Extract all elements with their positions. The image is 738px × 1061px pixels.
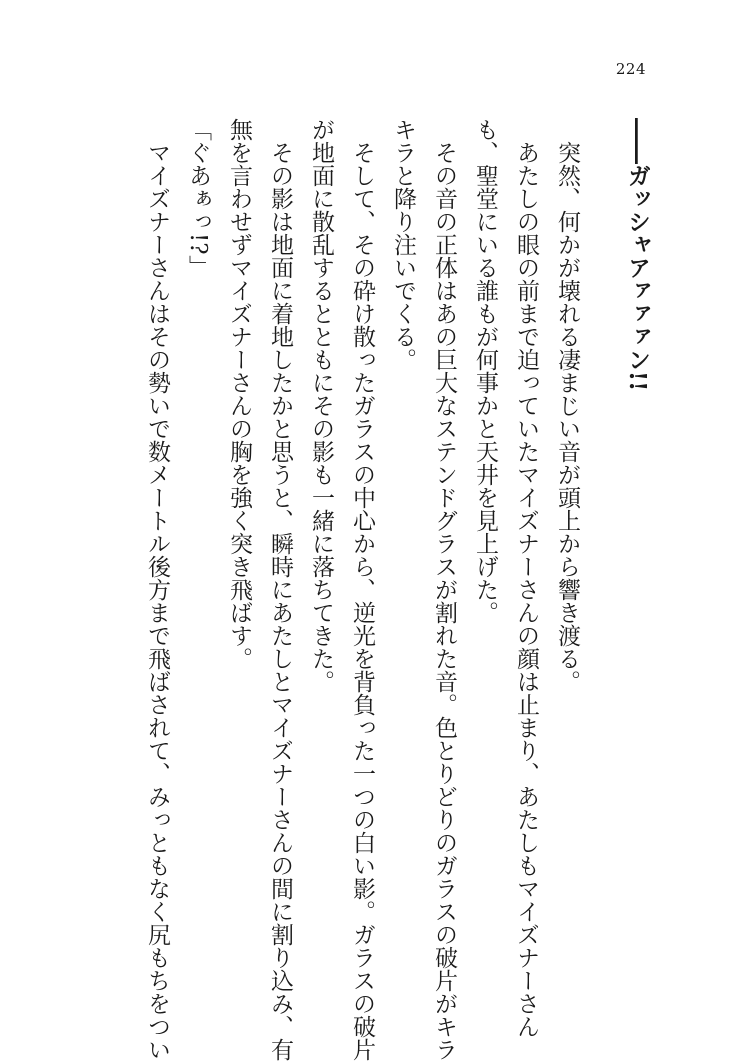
text-line: マイズナーさんはその勢いで数メートル後方まで飛ばされて、みっともなく尻もちをつい	[144, 118, 170, 1061]
text-line: あたしの眼の前まで迫っていたマイズナーさんの顔は止まり、あたしもマイズナーさん	[513, 118, 539, 1038]
text-line: 無を言わせずマイズナーさんの胸を強く突き飛ばす。	[226, 118, 252, 670]
text-line: が地面に散乱するとともにその影も一緒に落ちてきた。	[308, 118, 334, 693]
novel-body-text	[136, 118, 658, 1061]
dialogue-line: 「ぐあぁっ!?」	[185, 118, 211, 278]
text-line: その音の正体はあの巨大なステンドグラスが割れた音。色とりどりのガラスの破片がキラ	[431, 118, 457, 1061]
text-line: そして、その砕け散ったガラスの中心から、逆光を背負った一つの白い影。ガラスの破片	[349, 118, 375, 1061]
text-line: キラと降り注いでくる。	[390, 118, 416, 371]
sound-effect-heading: ――ガッシャアァァァン!!	[624, 118, 651, 392]
text-line: 突然、何かが壊れる凄まじい音が頭上から響き渡る。	[554, 118, 580, 693]
text-line: も、聖堂にいる誰もが何事かと天井を見上げた。	[472, 118, 498, 624]
page-number: 224	[615, 60, 646, 78]
text-line: その影は地面に着地したかと思うと、瞬時にあたしとマイズナーさんの間に割り込み、有	[267, 118, 293, 1061]
